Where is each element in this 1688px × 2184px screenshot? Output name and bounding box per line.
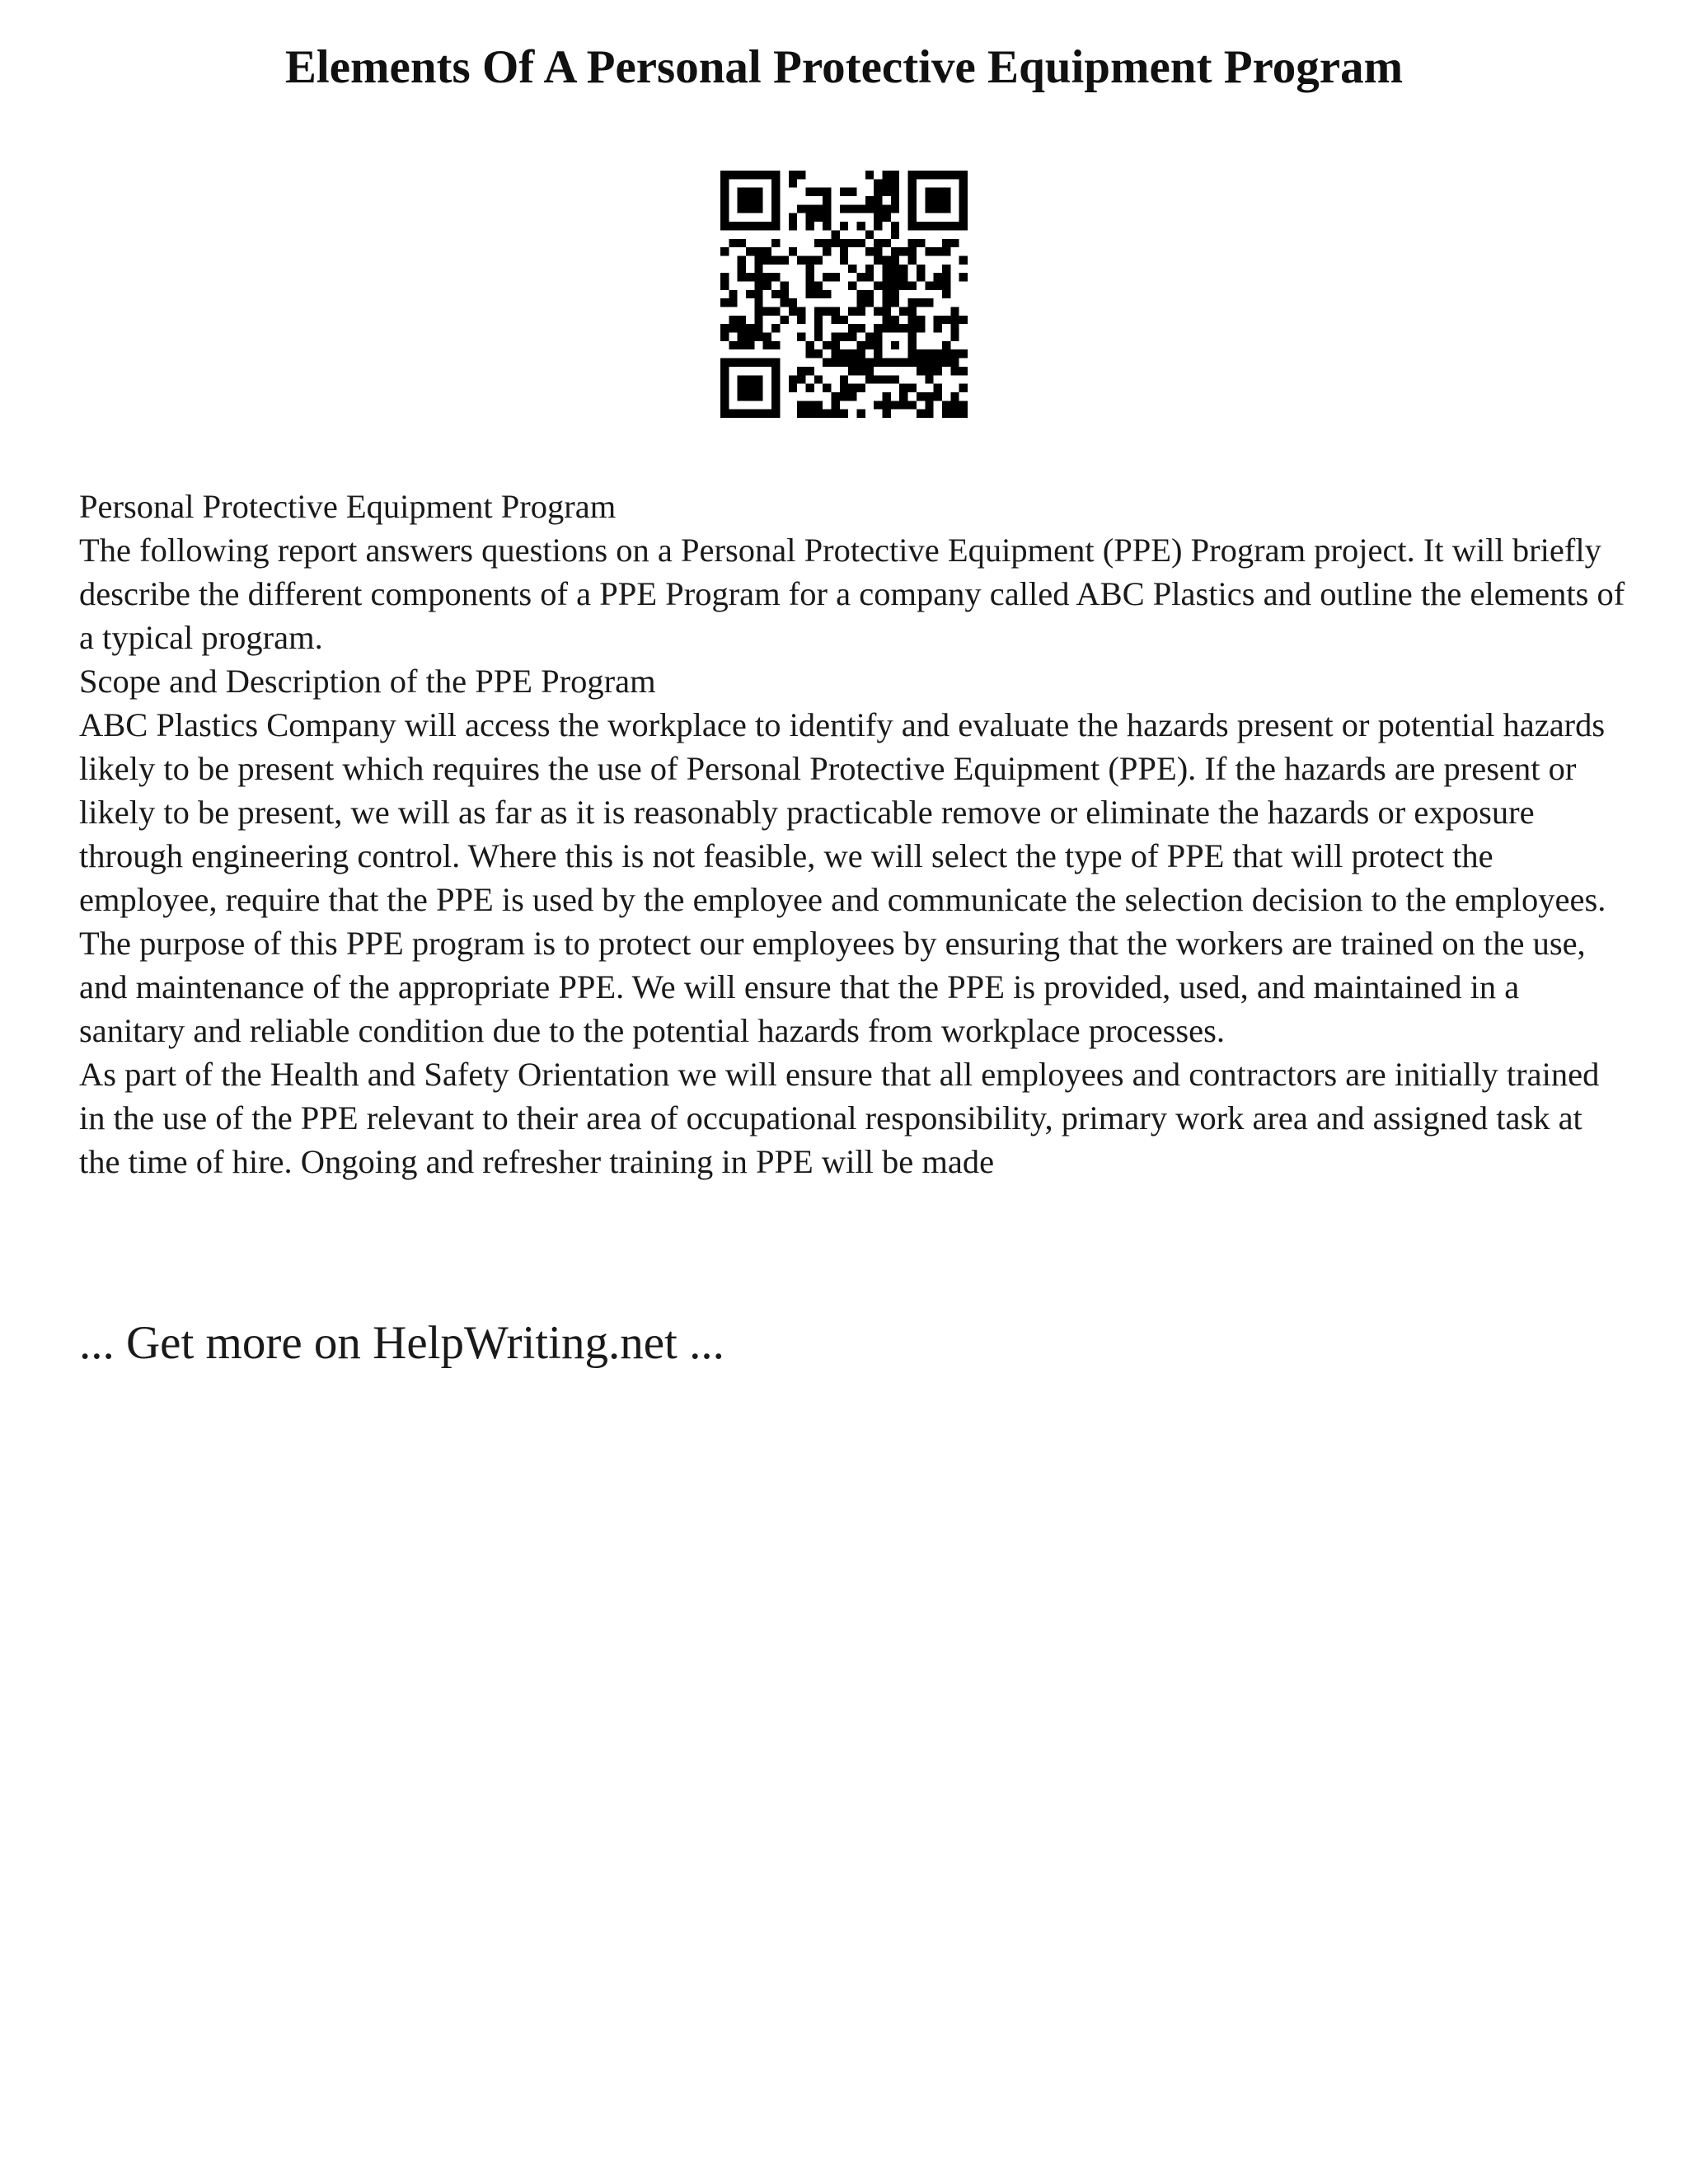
paragraph: ABC Plastics Company will access the workplace to identify and evaluate the hazards present or potential hazards likely to be present which requires the use of Personal Protective Equipment (PPE). If the hazards are present or likely to be present, we will as far as it is reasonably practicable remove or eliminate the hazards or exposure through engineering control. Where this is not feasible, we will select the type of PPE that will protect the employee, require that the PPE is used by the employee and communicate the selection decision to the employees.	[79, 706, 1606, 918]
section-heading: Scope and Description of the PPE Program	[79, 663, 656, 700]
paragraph: The following report answers questions on a Personal Protective Equipment (PPE) Program project. It will briefly describe the different components of a PPE Program for a company called ABC Plastics and outline the elements of a typical program.	[79, 532, 1625, 656]
paragraph: The purpose of this PPE program is to protect our employees by ensuring that the workers are trained on the use, and maintenance of the appropriate PPE. We will ensure that the PPE is provided, used, and maintained in a sanitary and reliable condition due to the potential hazards from workplace processes.	[79, 925, 1586, 1049]
page-title: Elements Of A Personal Protective Equipment Program	[284, 41, 1404, 93]
qr-code-icon	[720, 171, 968, 418]
get-more-link[interactable]: ... Get more on HelpWriting.net ...	[79, 1317, 724, 1369]
document-body	[79, 485, 1629, 1183]
section-heading: Personal Protective Equipment Program	[79, 488, 617, 525]
paragraph: As part of the Health and Safety Orientation we will ensure that all employees and contractors are initially trained in the use of the PPE relevant to their area of occupational responsibility, primary work area and assigned task at the time of hire. Ongoing and refresher training in PPE will be made	[79, 1056, 1600, 1180]
